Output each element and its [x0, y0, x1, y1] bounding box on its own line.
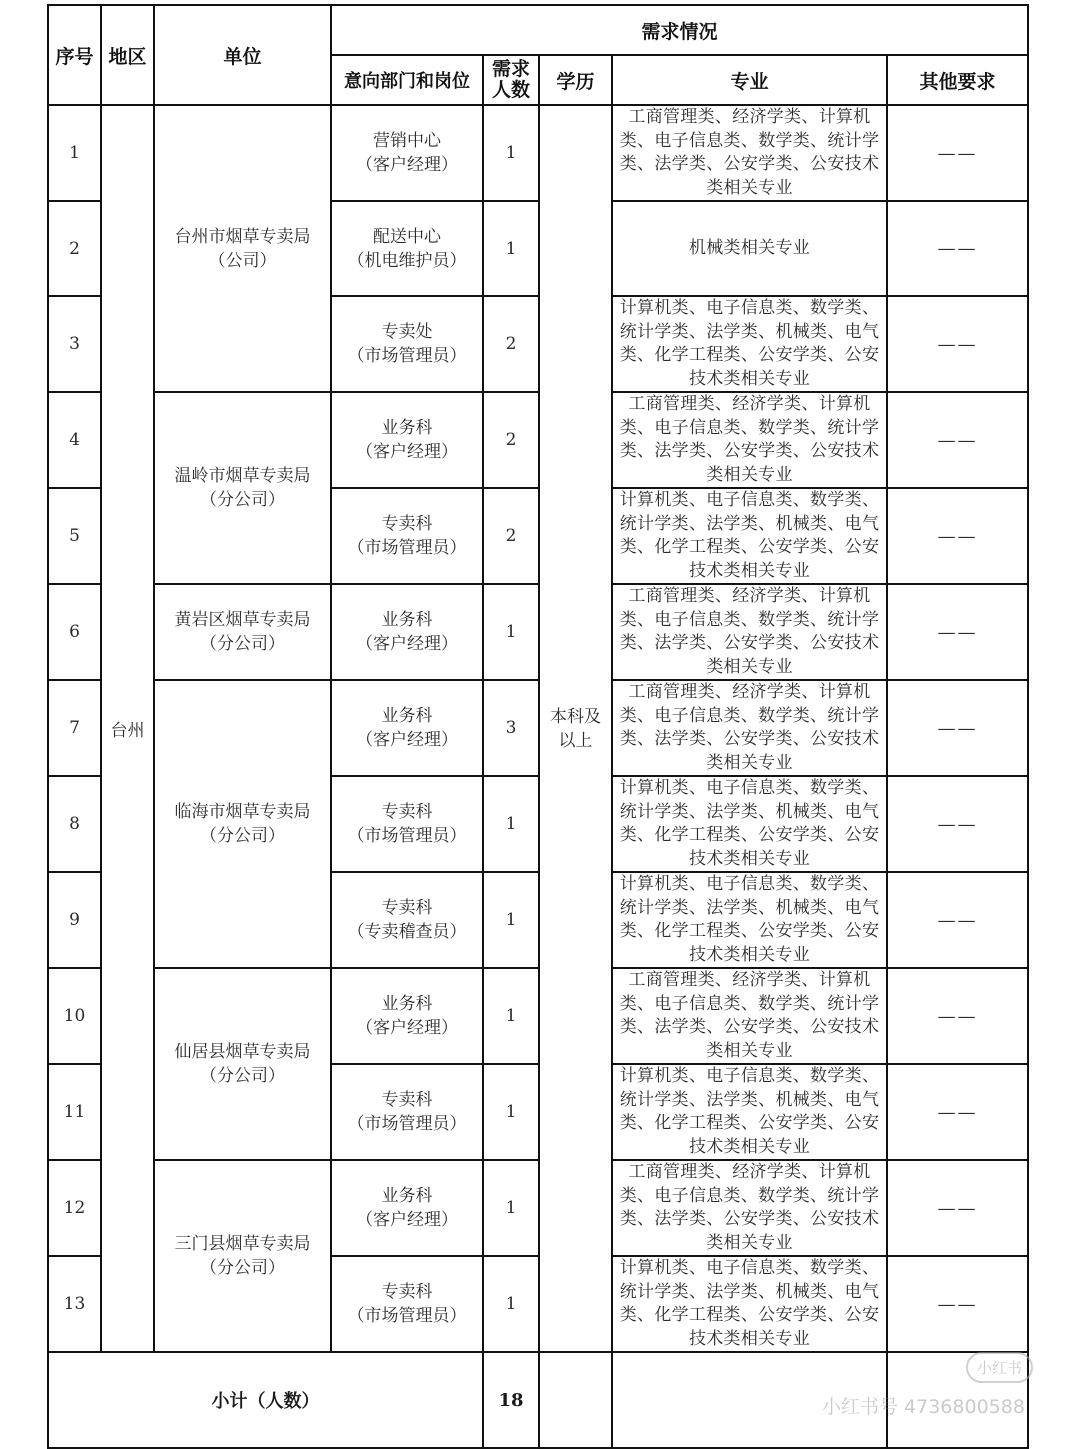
unit-line2: （分公司） — [200, 1258, 285, 1278]
unit-line2: （分公司） — [200, 634, 285, 654]
unit-cell — [154, 1160, 331, 1352]
table-row — [48, 968, 1028, 1064]
row-other: —— — [887, 296, 1028, 392]
row-count: 1 — [483, 1160, 539, 1256]
watermark-text: 小红书号 4736800588 — [822, 1396, 1025, 1418]
region-cell: 台州 — [101, 105, 154, 1352]
row-count: 1 — [483, 1256, 539, 1352]
row-major: 计算机类、电子信息类、数学类、统计学类、法学类、机械类、电气类、化学工程类、公安学类、公安技术类相关专业 — [612, 1064, 887, 1160]
row-seq: 4 — [48, 392, 101, 488]
unit-line2: （分公司） — [200, 1066, 285, 1086]
dept-post-cell — [331, 776, 483, 872]
post-name: （客户经理） — [356, 634, 458, 654]
unit-line2: （分公司） — [200, 490, 285, 510]
header-region: 地区 — [101, 5, 154, 105]
row-other: —— — [887, 105, 1028, 201]
dept-post-cell — [331, 680, 483, 776]
row-seq: 9 — [48, 872, 101, 968]
recruitment-table — [47, 4, 1029, 1449]
post-name: （市场管理员） — [347, 1114, 467, 1134]
subtotal-label: 小计（人数） — [48, 1352, 483, 1448]
row-count: 1 — [483, 584, 539, 680]
row-seq: 13 — [48, 1256, 101, 1352]
unit-cell — [154, 584, 331, 680]
dept-name: 专卖科 — [381, 898, 433, 918]
unit-line1: 三门县烟草专卖局 — [174, 1234, 311, 1254]
unit-line1: 台州市烟草专卖局 — [174, 226, 311, 247]
row-other: —— — [887, 1160, 1028, 1256]
table-row — [48, 105, 1028, 201]
row-major: 计算机类、电子信息类、数学类、统计学类、法学类、机械类、电气类、化学工程类、公安学类、公安技术类相关专业 — [612, 488, 887, 584]
unit-line1: 温岭市烟草专卖局 — [174, 466, 311, 486]
post-name: （市场管理员） — [347, 826, 467, 846]
dept-post-cell — [331, 872, 483, 968]
education-cell: 本科及以上 — [539, 105, 612, 1352]
row-count: 1 — [483, 105, 539, 201]
row-major: 工商管理类、经济学类、计算机类、电子信息类、数学类、统计学类、法学类、公安学类、公安技术类相关专业 — [612, 1160, 887, 1256]
row-count: 1 — [483, 776, 539, 872]
row-seq: 8 — [48, 776, 101, 872]
header-demand: 需求情况 — [331, 5, 1028, 55]
row-count: 1 — [483, 1064, 539, 1160]
row-seq: 3 — [48, 296, 101, 392]
header-other: 其他要求 — [887, 55, 1028, 105]
post-name: （客户经理） — [356, 155, 458, 175]
row-count: 1 — [483, 872, 539, 968]
header-count-line1: 需求 — [491, 58, 530, 80]
unit-cell — [154, 968, 331, 1160]
dept-name: 业务科 — [381, 994, 433, 1014]
dept-post-cell — [331, 1064, 483, 1160]
table-body — [48, 105, 1028, 1352]
row-other: —— — [887, 968, 1028, 1064]
row-other: —— — [887, 584, 1028, 680]
post-name: （客户经理） — [356, 442, 458, 462]
row-seq: 5 — [48, 488, 101, 584]
unit-line1: 临海市烟草专卖局 — [174, 802, 311, 822]
unit-cell — [154, 392, 331, 584]
row-seq: 2 — [48, 201, 101, 296]
watermark-logo: 小红书 — [966, 1352, 1033, 1383]
table-row — [48, 584, 1028, 680]
row-major: 计算机类、电子信息类、数学类、统计学类、法学类、机械类、电气类、化学工程类、公安学类、公安技术类相关专业 — [612, 872, 887, 968]
post-name: （客户经理） — [356, 730, 458, 750]
header-count-line2: 人数 — [491, 79, 530, 101]
dept-post-cell — [331, 1256, 483, 1352]
unit-line2: （分公司） — [200, 826, 285, 846]
table-row — [48, 1160, 1028, 1256]
row-count: 1 — [483, 201, 539, 296]
dept-post-cell — [331, 488, 483, 584]
row-other: —— — [887, 680, 1028, 776]
dept-name: 专卖科 — [381, 514, 433, 534]
table-row — [48, 392, 1028, 488]
unit-line1: 仙居县烟草专卖局 — [174, 1042, 311, 1062]
header-seq: 序号 — [48, 5, 101, 105]
dept-name: 专卖处 — [381, 322, 433, 342]
dept-name: 业务科 — [381, 1186, 433, 1206]
dept-name: 业务科 — [381, 418, 433, 438]
unit-cell — [154, 680, 331, 968]
dept-name: 营销中心 — [373, 131, 441, 151]
row-major: 工商管理类、经济学类、计算机类、电子信息类、数学类、统计学类、法学类、公安学类、公安技术类相关专业 — [612, 968, 887, 1064]
dept-post-cell — [331, 201, 483, 296]
row-major: 计算机类、电子信息类、数学类、统计学类、法学类、机械类、电气类、化学工程类、公安学类、公安技术类相关专业 — [612, 1256, 887, 1352]
row-other: —— — [887, 776, 1028, 872]
post-name: （客户经理） — [356, 1210, 458, 1230]
post-name: （专卖稽查员） — [347, 922, 467, 942]
row-major: 工商管理类、经济学类、计算机类、电子信息类、数学类、统计学类、法学类、公安学类、公安技术类相关专业 — [612, 584, 887, 680]
row-seq: 11 — [48, 1064, 101, 1160]
row-other: —— — [887, 872, 1028, 968]
row-other: —— — [887, 201, 1028, 296]
unit-line1: 黄岩区烟草专卖局 — [174, 610, 311, 630]
row-count: 2 — [483, 392, 539, 488]
row-major: 工商管理类、经济学类、计算机类、电子信息类、数学类、统计学类、法学类、公安学类、公安技术类相关专业 — [612, 392, 887, 488]
row-major: 机械类相关专业 — [612, 201, 887, 296]
dept-name: 专卖科 — [381, 1282, 433, 1302]
post-name: （客户经理） — [356, 1018, 458, 1038]
row-seq: 10 — [48, 968, 101, 1064]
header-major: 专业 — [612, 55, 887, 105]
row-seq: 12 — [48, 1160, 101, 1256]
row-count: 2 — [483, 296, 539, 392]
post-name: （市场管理员） — [347, 538, 467, 558]
dept-name: 专卖科 — [381, 802, 433, 822]
unit-cell — [154, 105, 331, 392]
dept-name: 业务科 — [381, 706, 433, 726]
dept-post-cell — [331, 296, 483, 392]
row-count: 3 — [483, 680, 539, 776]
row-other: —— — [887, 392, 1028, 488]
post-name: （机电维护员） — [347, 250, 467, 271]
dept-post-cell — [331, 392, 483, 488]
header-row-top — [48, 5, 1028, 55]
row-seq: 1 — [48, 105, 101, 201]
dept-post-cell — [331, 584, 483, 680]
subtotal-value: 18 — [483, 1352, 539, 1448]
dept-name: 专卖科 — [381, 1090, 433, 1110]
dept-post-cell — [331, 1160, 483, 1256]
header-dept-post: 意向部门和岗位 — [331, 55, 483, 105]
header-unit: 单位 — [154, 5, 331, 105]
dept-post-cell — [331, 105, 483, 201]
post-name: （市场管理员） — [347, 346, 467, 366]
dept-post-cell — [331, 968, 483, 1064]
row-other: —— — [887, 1256, 1028, 1352]
row-other: —— — [887, 488, 1028, 584]
dept-name: 业务科 — [381, 610, 433, 630]
row-major: 计算机类、电子信息类、数学类、统计学类、法学类、机械类、电气类、化学工程类、公安学类、公安技术类相关专业 — [612, 776, 887, 872]
subtotal-education-empty — [539, 1352, 612, 1448]
post-name: （市场管理员） — [347, 1306, 467, 1326]
table-row — [48, 680, 1028, 776]
row-other: —— — [887, 1064, 1028, 1160]
row-seq: 6 — [48, 584, 101, 680]
header-education: 学历 — [539, 55, 612, 105]
row-major: 工商管理类、经济学类、计算机类、电子信息类、数学类、统计学类、法学类、公安学类、公安技术类相关专业 — [612, 680, 887, 776]
dept-name: 配送中心 — [373, 226, 441, 247]
header-count — [483, 55, 539, 105]
row-seq: 7 — [48, 680, 101, 776]
unit-line2: （公司） — [208, 250, 277, 271]
row-count: 2 — [483, 488, 539, 584]
row-major: 计算机类、电子信息类、数学类、统计学类、法学类、机械类、电气类、化学工程类、公安学类、公安技术类相关专业 — [612, 296, 887, 392]
row-count: 1 — [483, 968, 539, 1064]
row-major: 工商管理类、经济学类、计算机类、电子信息类、数学类、统计学类、法学类、公安学类、公安技术类相关专业 — [612, 105, 887, 201]
